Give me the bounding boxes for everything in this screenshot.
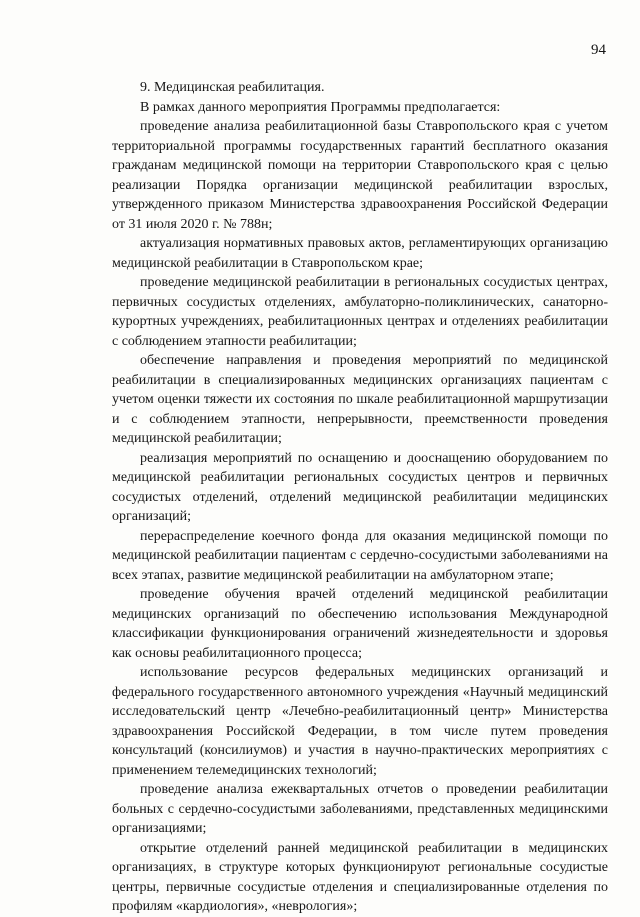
paragraph: проведение обучения врачей отделений медицинской реабилитации медицинских организаций по обеспечению использования Международной классификации функционирования ограничений жизнедеятельности и здоровья как основы реабилитационного процесса; <box>112 587 608 661</box>
paragraph: обеспечение направления и проведения мероприятий по медицинской реабилитации в специализированных медицинских организациях пациентам с учетом оценки тяжести их состояния по шкале реабилитационной маршрутизации и с соблюдением этапности, непрерывности, преемственности проведения медицинской реабилитации; <box>112 353 608 446</box>
paragraph: перераспределение коечного фонда для оказания медицинской помощи по медицинской реабилитации пациентам с сердечно-сосудистыми заболеваниями на всех этапах, развитие медицинской реабилитации на амбулаторном этапе; <box>112 528 608 583</box>
paragraph: открытие отделений ранней медицинской реабилитации в медицинских организациях, в структуре которых функционируют региональные сосудистые центры, первичные сосудистые отделения и специализированные отделения по профилям «кардиология», «неврология»; <box>112 840 608 914</box>
section-heading: 9. Медицинская реабилитация. <box>140 80 325 95</box>
page-number: 94 <box>591 42 606 58</box>
paragraph: проведение анализа ежеквартальных отчетов о проведении реабилитации больных с сердечно-сосудистыми заболеваниями, представленных медицинскими организациями; <box>112 782 608 836</box>
paragraph: использование ресурсов федеральных медицинских организаций и федерального государственного автономного учреждения «Научный медицинский исследовательский центр «Лечебно-реабилитационный центр» Министерства здравоохранения Российской Федерации, в том числе путем проведения консультаций (консилиумов) и участия в научно-практических мероприятиях с применением телемедицинских технологий; <box>112 665 608 778</box>
paragraph: проведение медицинской реабилитации в региональных сосудистых центрах, первичных сосудистых отделениях, амбулаторно-поликлинических, санаторно-курортных учреждениях, реабилитационных центрах и отделениях реабилитации с соблюдением этапности реабилитации; <box>112 275 608 349</box>
intro-paragraph: В рамках данного мероприятия Программы предполагается: <box>140 99 501 115</box>
paragraph: реализация мероприятий по оснащению и дооснащению оборудованием по медицинской реабилитации региональных сосудистых центров и первичных сосудистых отделений, отделений медицинской реабилитации медицинских организаций; <box>112 450 608 524</box>
document-body <box>112 78 608 917</box>
paragraph: проведение анализа реабилитационной базы Ставропольского края с учетом территориальной программы государственных гарантий бесплатного оказания гражданам медицинской помощи на территории Ставропольского края с целью реализации Порядка организации медицинской реабилитации взрослых, утвержденного приказом Министерства здравоохранения Российской Федерации от 31 июля 2020 г. № 788н; <box>112 119 608 232</box>
paragraph: актуализация нормативных правовых актов, регламентирующих организацию медицинской реабилитации в Ставропольском крае; <box>112 236 608 271</box>
